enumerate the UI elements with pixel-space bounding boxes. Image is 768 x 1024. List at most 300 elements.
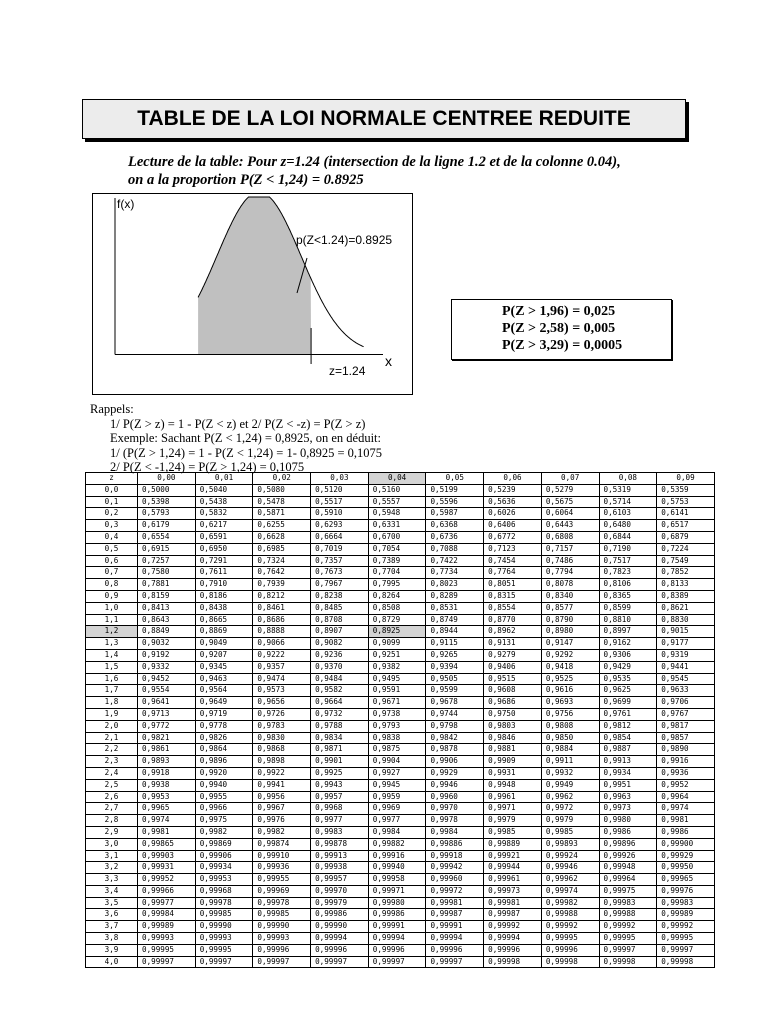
table-cell: 0,99957 bbox=[311, 874, 369, 886]
table-cell: 0,9582 bbox=[311, 685, 369, 697]
table-row bbox=[86, 649, 715, 661]
table-cell: 0,99958 bbox=[368, 874, 426, 886]
table-row-header: 0,5 bbox=[86, 543, 138, 555]
table-cell: 0,7157 bbox=[541, 543, 599, 555]
table-cell: 0,9545 bbox=[657, 673, 715, 685]
table-cell: 0,99983 bbox=[657, 897, 715, 909]
table-cell: 0,6217 bbox=[195, 520, 253, 532]
table-row-header: 1,3 bbox=[86, 638, 138, 650]
table-cell: 0,9049 bbox=[195, 638, 253, 650]
table-cell: 0,7357 bbox=[311, 555, 369, 567]
reading-line-2: on a la proportion P(Z < 1,24) = 0.8925 bbox=[128, 172, 364, 188]
table-cell: 0,6255 bbox=[253, 520, 311, 532]
table-row bbox=[86, 661, 715, 673]
table-cell: 0,5753 bbox=[657, 496, 715, 508]
table-row bbox=[86, 555, 715, 567]
table-cell: 0,8238 bbox=[311, 590, 369, 602]
table-cell: 0,8830 bbox=[657, 614, 715, 626]
table-row bbox=[86, 956, 715, 968]
table-cell: 0,9798 bbox=[426, 720, 484, 732]
table-cell: 0,9699 bbox=[599, 697, 657, 709]
table-cell: 0,9967 bbox=[253, 803, 311, 815]
table-cell: 0,99972 bbox=[426, 885, 484, 897]
table-cell: 0,8023 bbox=[426, 579, 484, 591]
table-cell: 0,8997 bbox=[599, 626, 657, 638]
table-cell: 0,9984 bbox=[426, 826, 484, 838]
table-cell: 0,5517 bbox=[311, 496, 369, 508]
table-cell: 0,8686 bbox=[253, 614, 311, 626]
table-cell: 0,99985 bbox=[195, 909, 253, 921]
table-cell: 0,8599 bbox=[599, 602, 657, 614]
table-cell: 0,99964 bbox=[599, 874, 657, 886]
table-cell: 0,7054 bbox=[368, 543, 426, 555]
table-cell: 0,8944 bbox=[426, 626, 484, 638]
table-cell: 0,8790 bbox=[541, 614, 599, 626]
table-cell: 0,9608 bbox=[484, 685, 542, 697]
table-cell: 0,8962 bbox=[484, 626, 542, 638]
table-cell: 0,9591 bbox=[368, 685, 426, 697]
reminder-line-4: 2/ P(Z < -1,24) = P(Z > 1,24) = 0,1075 bbox=[110, 460, 305, 474]
table-cell: 0,9913 bbox=[599, 756, 657, 768]
table-cell: 0,9963 bbox=[599, 791, 657, 803]
table-cell: 0,9938 bbox=[138, 779, 196, 791]
table-cell: 0,99974 bbox=[541, 885, 599, 897]
table-cell: 0,6985 bbox=[253, 543, 311, 555]
table-cell: 0,99991 bbox=[426, 921, 484, 933]
table-cell: 0,99992 bbox=[541, 921, 599, 933]
table-cell: 0,99998 bbox=[541, 956, 599, 968]
table-cell: 0,5832 bbox=[195, 508, 253, 520]
table-row-header: 2,3 bbox=[86, 756, 138, 768]
table-cell: 0,9251 bbox=[368, 649, 426, 661]
table-cell: 0,5636 bbox=[484, 496, 542, 508]
table-cell: 0,99997 bbox=[368, 956, 426, 968]
table-cell: 0,5557 bbox=[368, 496, 426, 508]
table-cell: 0,99990 bbox=[195, 921, 253, 933]
table-cell: 0,9817 bbox=[657, 720, 715, 732]
table-column-header: 0,08 bbox=[599, 473, 657, 485]
table-row bbox=[86, 909, 715, 921]
table-cell: 0,99997 bbox=[195, 956, 253, 968]
table-cell: 0,6368 bbox=[426, 520, 484, 532]
table-cell: 0,9884 bbox=[541, 744, 599, 756]
table-row-header: 1,5 bbox=[86, 661, 138, 673]
graph-area-label: p(Z<1.24)=0.8925 bbox=[296, 233, 393, 247]
table-cell: 0,9772 bbox=[138, 720, 196, 732]
table-cell: 0,9868 bbox=[253, 744, 311, 756]
table-cell: 0,99983 bbox=[599, 897, 657, 909]
table-cell: 0,8907 bbox=[311, 626, 369, 638]
table-row-header: 2,0 bbox=[86, 720, 138, 732]
table-cell: 0,9985 bbox=[484, 826, 542, 838]
graph-y-label: f(x) bbox=[117, 197, 135, 211]
table-cell: 0,99965 bbox=[657, 874, 715, 886]
table-cell: 0,9965 bbox=[138, 803, 196, 815]
table-cell: 0,99996 bbox=[368, 944, 426, 956]
table-cell: 0,9633 bbox=[657, 685, 715, 697]
reminder-line-2: Exemple: Sachant P(Z < 1,24) = 0,8925, on en déduit: bbox=[110, 431, 381, 445]
table-cell: 0,9909 bbox=[484, 756, 542, 768]
table-cell: 0,8051 bbox=[484, 579, 542, 591]
table-cell: 0,99940 bbox=[368, 862, 426, 874]
table-cell: 0,9940 bbox=[195, 779, 253, 791]
table-cell: 0,9934 bbox=[599, 767, 657, 779]
table-cell: 0,9115 bbox=[426, 638, 484, 650]
table-cell: 0,9788 bbox=[311, 720, 369, 732]
table-row-header: 2,5 bbox=[86, 779, 138, 791]
table-cell: 0,5239 bbox=[484, 484, 542, 496]
table-cell: 0,7995 bbox=[368, 579, 426, 591]
table-cell: 0,9927 bbox=[368, 767, 426, 779]
table-row-header: 1,4 bbox=[86, 649, 138, 661]
table-row-header: 0,6 bbox=[86, 555, 138, 567]
table-cell: 0,99961 bbox=[484, 874, 542, 886]
table-column-header: 0,09 bbox=[657, 473, 715, 485]
table-cell: 0,99994 bbox=[311, 933, 369, 945]
table-cell: 0,5871 bbox=[253, 508, 311, 520]
table-cell: 0,99936 bbox=[253, 862, 311, 874]
table-cell: 0,99989 bbox=[138, 921, 196, 933]
table-cell: 0,9484 bbox=[311, 673, 369, 685]
table-cell: 0,9357 bbox=[253, 661, 311, 673]
table-cell: 0,9890 bbox=[657, 744, 715, 756]
table-cell: 0,99988 bbox=[599, 909, 657, 921]
table-cell: 0,9979 bbox=[484, 815, 542, 827]
table-cell: 0,7190 bbox=[599, 543, 657, 555]
table-cell: 0,99997 bbox=[426, 956, 484, 968]
table-cell: 0,9495 bbox=[368, 673, 426, 685]
table-cell: 0,9744 bbox=[426, 708, 484, 720]
table-cell: 0,8389 bbox=[657, 590, 715, 602]
table-cell: 0,9207 bbox=[195, 649, 253, 661]
table-cell: 0,6141 bbox=[657, 508, 715, 520]
table-cell: 0,9616 bbox=[541, 685, 599, 697]
table-cell: 0,9854 bbox=[599, 732, 657, 744]
table-row-header: 3,6 bbox=[86, 909, 138, 921]
table-cell: 0,6736 bbox=[426, 531, 484, 543]
table-cell: 0,99916 bbox=[368, 850, 426, 862]
table-row-header: 3,8 bbox=[86, 933, 138, 945]
table-cell: 0,99976 bbox=[657, 885, 715, 897]
table-cell: 0,9983 bbox=[311, 826, 369, 838]
table-cell: 0,6844 bbox=[599, 531, 657, 543]
table-cell: 0,99997 bbox=[599, 944, 657, 956]
table-cell: 0,5793 bbox=[138, 508, 196, 520]
table-cell: 0,5987 bbox=[426, 508, 484, 520]
table-cell: 0,9793 bbox=[368, 720, 426, 732]
table-cell: 0,99878 bbox=[311, 838, 369, 850]
table-cell: 0,9279 bbox=[484, 649, 542, 661]
table-cell: 0,99886 bbox=[426, 838, 484, 850]
table-column-header: 0,00 bbox=[138, 473, 196, 485]
table-row-header: 1,7 bbox=[86, 685, 138, 697]
table-cell: 0,9656 bbox=[253, 697, 311, 709]
table-cell: 0,9946 bbox=[426, 779, 484, 791]
table-cell: 0,7389 bbox=[368, 555, 426, 567]
table-cell: 0,8508 bbox=[368, 602, 426, 614]
table-cell: 0,8810 bbox=[599, 614, 657, 626]
table-cell: 0,9875 bbox=[368, 744, 426, 756]
table-cell: 0,99966 bbox=[138, 885, 196, 897]
table-cell: 0,99993 bbox=[138, 933, 196, 945]
table-cell: 0,99993 bbox=[253, 933, 311, 945]
table-cell: 0,99987 bbox=[426, 909, 484, 921]
table-cell: 0,5948 bbox=[368, 508, 426, 520]
table-row-header: 2,2 bbox=[86, 744, 138, 756]
table-cell: 0,7454 bbox=[484, 555, 542, 567]
table-cell: 0,5199 bbox=[426, 484, 484, 496]
table-cell: 0,6064 bbox=[541, 508, 599, 520]
table-row bbox=[86, 626, 715, 638]
table-cell: 0,9961 bbox=[484, 791, 542, 803]
table-cell: 0,9966 bbox=[195, 803, 253, 815]
table-cell: 0,8461 bbox=[253, 602, 311, 614]
table-cell: 0,7734 bbox=[426, 567, 484, 579]
table-cell: 0,9535 bbox=[599, 673, 657, 685]
table-cell: 0,5279 bbox=[541, 484, 599, 496]
table-cell: 0,6103 bbox=[599, 508, 657, 520]
table-column-header: 0,02 bbox=[253, 473, 311, 485]
table-cell: 0,9977 bbox=[368, 815, 426, 827]
table-cell: 0,9952 bbox=[657, 779, 715, 791]
table-cell: 0,6026 bbox=[484, 508, 542, 520]
table-cell: 0,99962 bbox=[541, 874, 599, 886]
table-row bbox=[86, 767, 715, 779]
table-cell: 0,7580 bbox=[138, 567, 196, 579]
table-cell: 0,9941 bbox=[253, 779, 311, 791]
table-column-header: 0,04 bbox=[368, 473, 426, 485]
table-cell: 0,99995 bbox=[195, 944, 253, 956]
table-cell: 0,9625 bbox=[599, 685, 657, 697]
table-cell: 0,8212 bbox=[253, 590, 311, 602]
table-cell: 0,99997 bbox=[138, 956, 196, 968]
table-cell: 0,9974 bbox=[138, 815, 196, 827]
table-cell: 0,9131 bbox=[484, 638, 542, 650]
table-column-header: 0,01 bbox=[195, 473, 253, 485]
table-cell: 0,99994 bbox=[484, 933, 542, 945]
table-cell: 0,99980 bbox=[368, 897, 426, 909]
table-cell: 0,99889 bbox=[484, 838, 542, 850]
table-cell: 0,7257 bbox=[138, 555, 196, 567]
table-cell: 0,9783 bbox=[253, 720, 311, 732]
table-row-header: 2,4 bbox=[86, 767, 138, 779]
table-cell: 0,9978 bbox=[426, 815, 484, 827]
table-cell: 0,7704 bbox=[368, 567, 426, 579]
table-cell: 0,9945 bbox=[368, 779, 426, 791]
table-row-header: 1,0 bbox=[86, 602, 138, 614]
table-cell: 0,8554 bbox=[484, 602, 542, 614]
table-cell: 0,99929 bbox=[657, 850, 715, 862]
table-cell: 0,99989 bbox=[657, 909, 715, 921]
table-cell: 0,99977 bbox=[138, 897, 196, 909]
table-cell: 0,8186 bbox=[195, 590, 253, 602]
table-cell: 0,9474 bbox=[253, 673, 311, 685]
table-cell: 0,9452 bbox=[138, 673, 196, 685]
table-cell: 0,9846 bbox=[484, 732, 542, 744]
table-row-header: 3,3 bbox=[86, 874, 138, 886]
table-row bbox=[86, 779, 715, 791]
table-cell: 0,99996 bbox=[426, 944, 484, 956]
table-cell: 0,9505 bbox=[426, 673, 484, 685]
table-row bbox=[86, 508, 715, 520]
table-cell: 0,9236 bbox=[311, 649, 369, 661]
table-row bbox=[86, 838, 715, 850]
table-cell: 0,99987 bbox=[484, 909, 542, 921]
table-cell: 0,99981 bbox=[484, 897, 542, 909]
table-cell: 0,9015 bbox=[657, 626, 715, 638]
table-cell: 0,9147 bbox=[541, 638, 599, 650]
table-cell: 0,9808 bbox=[541, 720, 599, 732]
table-cell: 0,99906 bbox=[195, 850, 253, 862]
table-row bbox=[86, 614, 715, 626]
table-cell: 0,9564 bbox=[195, 685, 253, 697]
table-cell: 0,99979 bbox=[311, 897, 369, 909]
table-cell: 0,5080 bbox=[253, 484, 311, 496]
table-cell: 0,99921 bbox=[484, 850, 542, 862]
table-cell: 0,8925 bbox=[368, 626, 426, 638]
table-cell: 0,9962 bbox=[541, 791, 599, 803]
table-cell: 0,99994 bbox=[368, 933, 426, 945]
table-cell: 0,9970 bbox=[426, 803, 484, 815]
table-cell: 0,9732 bbox=[311, 708, 369, 720]
table-row bbox=[86, 815, 715, 827]
table-cell: 0,99969 bbox=[253, 885, 311, 897]
table-cell: 0,9778 bbox=[195, 720, 253, 732]
table-cell: 0,99986 bbox=[368, 909, 426, 921]
table-cell: 0,9922 bbox=[253, 767, 311, 779]
table-row bbox=[86, 520, 715, 532]
table-cell: 0,6628 bbox=[253, 531, 311, 543]
table-cell: 0,9693 bbox=[541, 697, 599, 709]
table-column-header: 0,07 bbox=[541, 473, 599, 485]
table-cell: 0,9463 bbox=[195, 673, 253, 685]
table-cell: 0,99952 bbox=[138, 874, 196, 886]
table-cell: 0,7549 bbox=[657, 555, 715, 567]
table-row bbox=[86, 944, 715, 956]
table-row-header: 2,7 bbox=[86, 803, 138, 815]
table-cell: 0,8078 bbox=[541, 579, 599, 591]
table-cell: 0,8413 bbox=[138, 602, 196, 614]
table-row bbox=[86, 496, 715, 508]
table-cell: 0,99996 bbox=[541, 944, 599, 956]
table-cell: 0,99991 bbox=[368, 921, 426, 933]
table-cell: 0,8888 bbox=[253, 626, 311, 638]
table-cell: 0,9525 bbox=[541, 673, 599, 685]
table-cell: 0,99997 bbox=[253, 956, 311, 968]
table-cell: 0,99995 bbox=[541, 933, 599, 945]
table-cell: 0,9964 bbox=[657, 791, 715, 803]
table-cell: 0,6808 bbox=[541, 531, 599, 543]
table-cell: 0,9949 bbox=[541, 779, 599, 791]
table-cell: 0,99992 bbox=[599, 921, 657, 933]
table-row bbox=[86, 874, 715, 886]
table-cell: 0,99998 bbox=[484, 956, 542, 968]
table-row bbox=[86, 862, 715, 874]
table-cell: 0,99971 bbox=[368, 885, 426, 897]
table-cell: 0,6915 bbox=[138, 543, 196, 555]
graph-x-label: x bbox=[385, 353, 392, 369]
table-cell: 0,9394 bbox=[426, 661, 484, 673]
table-cell: 0,99997 bbox=[657, 944, 715, 956]
table-row bbox=[86, 897, 715, 909]
table-cell: 0,99978 bbox=[253, 897, 311, 909]
table-row bbox=[86, 602, 715, 614]
table-cell: 0,6480 bbox=[599, 520, 657, 532]
table-corner-header: z bbox=[86, 473, 138, 485]
table-cell: 0,5596 bbox=[426, 496, 484, 508]
table-cell: 0,9861 bbox=[138, 744, 196, 756]
table-cell: 0,8869 bbox=[195, 626, 253, 638]
table-cell: 0,5438 bbox=[195, 496, 253, 508]
table-cell: 0,8749 bbox=[426, 614, 484, 626]
table-cell: 0,9192 bbox=[138, 649, 196, 661]
page-title-box bbox=[82, 99, 686, 139]
table-row-header: 3,1 bbox=[86, 850, 138, 862]
table-cell: 0,9726 bbox=[253, 708, 311, 720]
table-cell: 0,9671 bbox=[368, 697, 426, 709]
table-row-header: 0,8 bbox=[86, 579, 138, 591]
table-cell: 0,7794 bbox=[541, 567, 599, 579]
table-row bbox=[86, 685, 715, 697]
table-cell: 0,9896 bbox=[195, 756, 253, 768]
table-row bbox=[86, 885, 715, 897]
table-cell: 0,99903 bbox=[138, 850, 196, 862]
table-cell: 0,99944 bbox=[484, 862, 542, 874]
table-cell: 0,9972 bbox=[541, 803, 599, 815]
table-cell: 0,99995 bbox=[657, 933, 715, 945]
table-cell: 0,9803 bbox=[484, 720, 542, 732]
table-cell: 0,5675 bbox=[541, 496, 599, 508]
table-cell: 0,99985 bbox=[253, 909, 311, 921]
table-cell: 0,9177 bbox=[657, 638, 715, 650]
table-cell: 0,99893 bbox=[541, 838, 599, 850]
table-cell: 0,99984 bbox=[138, 909, 196, 921]
table-cell: 0,99968 bbox=[195, 885, 253, 897]
table-cell: 0,9977 bbox=[311, 815, 369, 827]
table-row bbox=[86, 697, 715, 709]
table-cell: 0,8340 bbox=[541, 590, 599, 602]
table-cell: 0,8365 bbox=[599, 590, 657, 602]
table-cell: 0,99990 bbox=[311, 921, 369, 933]
table-cell: 0,99986 bbox=[311, 909, 369, 921]
table-cell: 0,99918 bbox=[426, 850, 484, 862]
table-cell: 0,9957 bbox=[311, 791, 369, 803]
table-row bbox=[86, 567, 715, 579]
table-cell: 0,7088 bbox=[426, 543, 484, 555]
table-cell: 0,99998 bbox=[599, 956, 657, 968]
table-row bbox=[86, 638, 715, 650]
critical-value-2: P(Z > 2,58) = 0,005 bbox=[502, 321, 616, 336]
table-cell: 0,7881 bbox=[138, 579, 196, 591]
table-cell: 0,8729 bbox=[368, 614, 426, 626]
table-cell: 0,99953 bbox=[195, 874, 253, 886]
table-cell: 0,8106 bbox=[599, 579, 657, 591]
table-cell: 0,9916 bbox=[657, 756, 715, 768]
table-cell: 0,99942 bbox=[426, 862, 484, 874]
table-cell: 0,99975 bbox=[599, 885, 657, 897]
table-cell: 0,9948 bbox=[484, 779, 542, 791]
table-cell: 0,6293 bbox=[311, 520, 369, 532]
table-cell: 0,8438 bbox=[195, 602, 253, 614]
table-cell: 0,8980 bbox=[541, 626, 599, 638]
table-cell: 0,99950 bbox=[657, 862, 715, 874]
table-cell: 0,9986 bbox=[599, 826, 657, 838]
table-cell: 0,9929 bbox=[426, 767, 484, 779]
table-cell: 0,9265 bbox=[426, 649, 484, 661]
table-row bbox=[86, 720, 715, 732]
table-cell: 0,5000 bbox=[138, 484, 196, 496]
table-cell: 0,99934 bbox=[195, 862, 253, 874]
